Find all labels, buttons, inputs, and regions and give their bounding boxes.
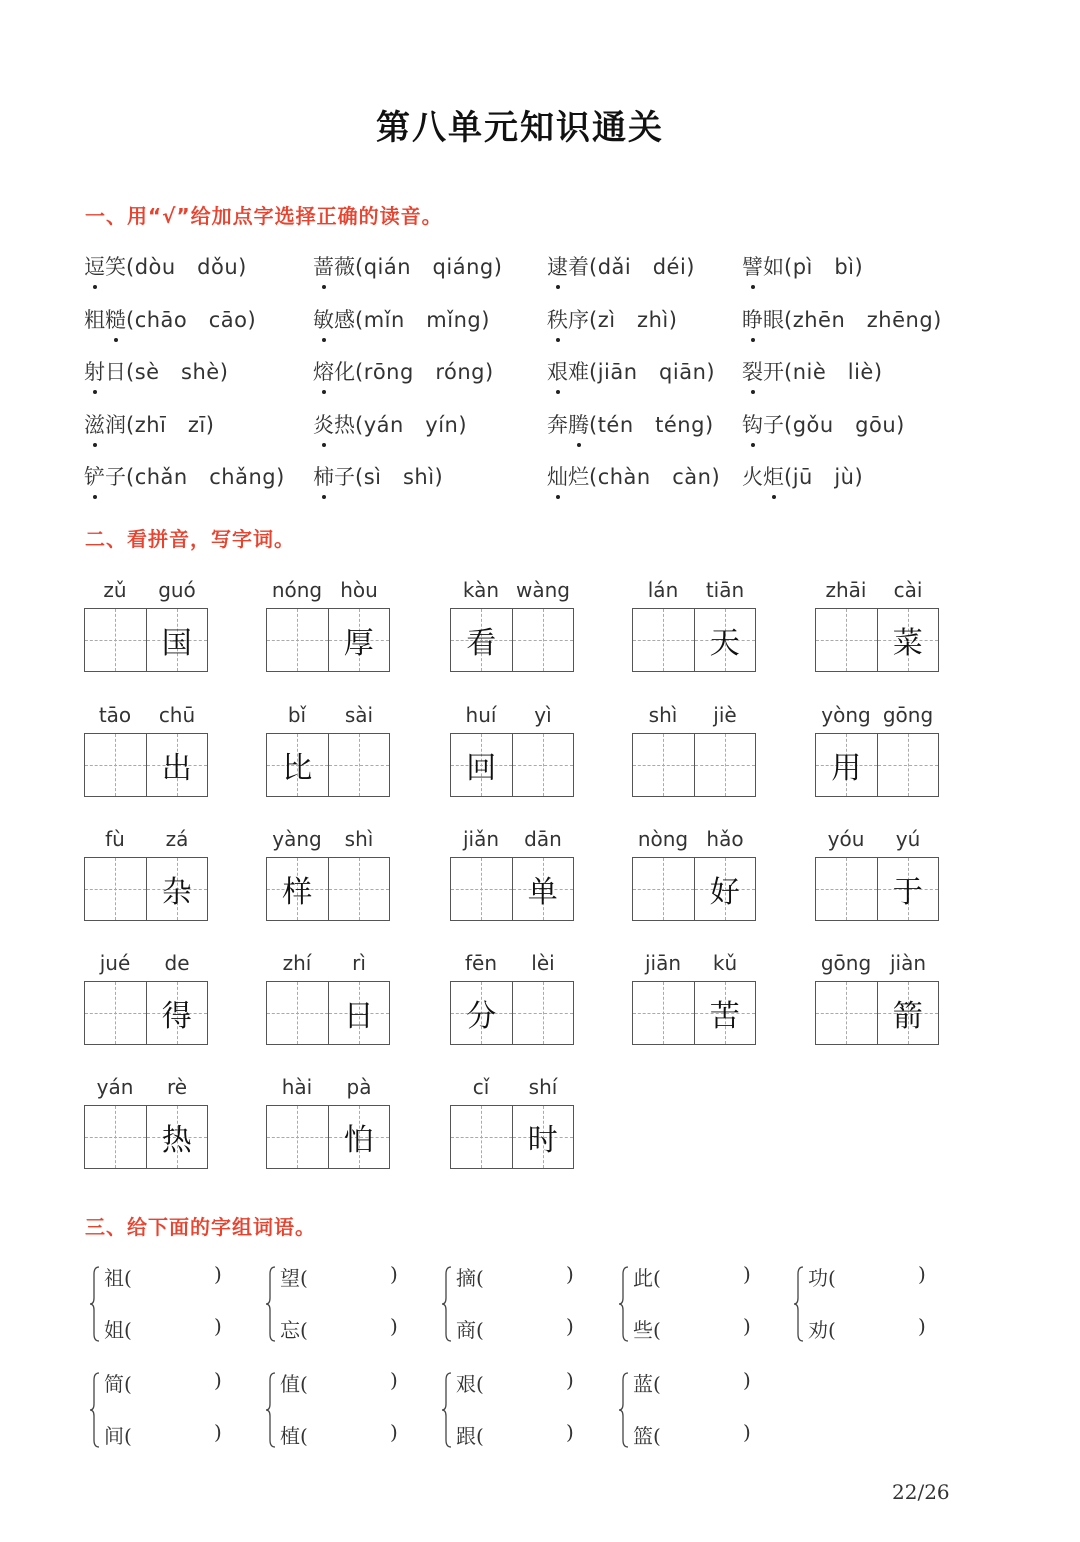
pronunciation-item <box>84 461 285 491</box>
given-character: 分 <box>451 982 512 1044</box>
pinyin-options[interactable]: (niè liè) <box>784 360 883 384</box>
blank-writing-square[interactable] <box>512 734 574 796</box>
pronunciation-item <box>313 304 490 334</box>
left-brace <box>619 1372 629 1448</box>
blank-writing-square[interactable] <box>451 858 512 920</box>
pinyin-label: bǐ sài <box>287 703 374 727</box>
pinyin-options[interactable]: (chāo cāo) <box>126 308 257 332</box>
dotted-word: 蔷薇 <box>313 255 355 279</box>
blank-writing-square[interactable] <box>85 1106 146 1168</box>
pinyin-options[interactable]: (dǎi déi) <box>589 255 696 279</box>
word-blank[interactable]: 此( ) <box>633 1262 751 1290</box>
section2-heading: 二、看拼音，写字词。 <box>85 527 295 551</box>
given-character: 回 <box>451 734 512 796</box>
blank-writing-square[interactable] <box>512 609 574 671</box>
given-character: 天 <box>694 609 756 671</box>
dotted-word: 火炬 <box>742 465 784 489</box>
tianzige-cell <box>450 951 574 1045</box>
blank-writing-square[interactable] <box>267 1106 328 1168</box>
word-blank[interactable]: 植( ) <box>280 1420 398 1448</box>
blank-writing-square[interactable] <box>267 609 328 671</box>
pinyin-options[interactable]: (chǎn chǎng) <box>126 465 285 489</box>
tianzige-cell <box>815 703 939 797</box>
word-blank[interactable]: 简( ) <box>104 1368 222 1396</box>
given-character: 热 <box>146 1106 208 1168</box>
pinyin-options[interactable]: (qián qiáng) <box>355 255 503 279</box>
pinyin-options[interactable]: (chàn càn) <box>589 465 721 489</box>
pinyin-options[interactable]: (jiān qiān) <box>589 360 716 384</box>
pinyin-label: shì jiè <box>648 703 737 727</box>
left-brace <box>90 1266 100 1342</box>
given-character: 看 <box>451 609 512 671</box>
blank-writing-square[interactable] <box>816 609 877 671</box>
blank-writing-square[interactable] <box>512 982 574 1044</box>
page-number: 22/26 <box>892 1480 950 1504</box>
tianzige-cell <box>84 1075 208 1169</box>
pinyin-options[interactable]: (zhī zī) <box>126 413 215 437</box>
left-brace <box>619 1266 629 1342</box>
given-character: 箭 <box>877 982 939 1044</box>
pronunciation-item <box>742 461 863 491</box>
dotted-word: 艰难 <box>547 360 589 384</box>
blank-writing-square[interactable] <box>633 858 694 920</box>
blank-writing-square[interactable] <box>85 982 146 1044</box>
blank-writing-square[interactable] <box>694 734 756 796</box>
pronunciation-item <box>547 409 714 439</box>
tianzige-cell <box>815 827 939 921</box>
left-brace <box>442 1372 452 1448</box>
tianzige-cell <box>84 703 208 797</box>
pinyin-label: nòng hǎo <box>637 827 744 851</box>
tianzige-cell <box>632 827 756 921</box>
pinyin-label: zhāi cài <box>825 578 923 602</box>
dotted-word: 铲子 <box>84 465 126 489</box>
page-title: 第八单元知识通关 <box>376 108 664 148</box>
word-blank[interactable]: 些( ) <box>633 1314 751 1342</box>
given-character: 得 <box>146 982 208 1044</box>
pronunciation-item <box>547 304 677 334</box>
pinyin-label: jiǎn dān <box>462 827 562 851</box>
pinyin-label: fēn lèi <box>464 951 555 975</box>
pronunciation-item <box>742 251 863 281</box>
given-character: 苦 <box>694 982 756 1044</box>
word-group <box>442 1368 592 1458</box>
word-blank[interactable]: 姐( ) <box>104 1314 222 1342</box>
left-brace <box>442 1266 452 1342</box>
word-blank[interactable]: 间( ) <box>104 1420 222 1448</box>
pinyin-options[interactable]: (jū jù) <box>784 465 864 489</box>
pinyin-options[interactable]: (rōng róng) <box>355 360 494 384</box>
given-character: 用 <box>816 734 877 796</box>
pinyin-label: nóng hòu <box>271 578 378 602</box>
dotted-word: 秩序 <box>547 308 589 332</box>
word-blank[interactable]: 篮( ) <box>633 1420 751 1448</box>
word-blank[interactable]: 功( ) <box>808 1262 926 1290</box>
pronunciation-item <box>742 356 883 386</box>
tianzige-cell <box>450 827 574 921</box>
pinyin-label: huí yì <box>465 703 552 727</box>
blank-writing-square[interactable] <box>85 734 146 796</box>
given-character: 样 <box>267 858 328 920</box>
blank-writing-square[interactable] <box>633 982 694 1044</box>
word-blank[interactable]: 艰( ) <box>456 1368 574 1396</box>
word-blank[interactable]: 值( ) <box>280 1368 398 1396</box>
pinyin-label: hài pà <box>281 1075 372 1099</box>
pinyin-options[interactable]: (zì zhì) <box>589 308 678 332</box>
left-brace <box>794 1266 804 1342</box>
word-blank[interactable]: 商( ) <box>456 1314 574 1342</box>
dotted-word: 譬如 <box>742 255 784 279</box>
pinyin-label: yòng gōng <box>821 703 934 727</box>
pronunciation-item <box>742 409 905 439</box>
given-character: 厚 <box>328 609 390 671</box>
pinyin-label: zhí rì <box>282 951 366 975</box>
pinyin-label: jiān kǔ <box>644 951 738 975</box>
word-group <box>619 1262 769 1352</box>
pinyin-options[interactable]: (sì shì) <box>355 465 444 489</box>
given-character: 于 <box>877 858 939 920</box>
pinyin-label: yàng shì <box>272 827 374 851</box>
tianzige-cell <box>450 578 574 672</box>
given-character: 好 <box>694 858 756 920</box>
pinyin-options[interactable]: (dòu dǒu) <box>126 255 247 279</box>
given-character: 比 <box>267 734 328 796</box>
dotted-word: 灿烂 <box>547 465 589 489</box>
blank-writing-square[interactable] <box>267 982 328 1044</box>
pronunciation-item <box>84 356 228 386</box>
word-group <box>442 1262 592 1352</box>
pinyin-label: yán rè <box>96 1075 188 1099</box>
section3-heading: 三、给下面的字组词语。 <box>85 1215 316 1239</box>
tianzige-cell <box>84 827 208 921</box>
given-character: 国 <box>146 609 208 671</box>
dotted-word: 逮着 <box>547 255 589 279</box>
word-group <box>90 1368 240 1458</box>
word-blank[interactable]: 祖( ) <box>104 1262 222 1290</box>
dotted-word: 睁眼 <box>742 308 784 332</box>
pronunciation-item <box>84 304 256 334</box>
pronunciation-item <box>84 409 214 439</box>
tianzige-cell <box>450 703 574 797</box>
dotted-word: 滋润 <box>84 413 126 437</box>
tianzige-cell <box>84 578 208 672</box>
blank-writing-square[interactable] <box>877 734 939 796</box>
blank-writing-square[interactable] <box>328 734 390 796</box>
given-character: 菜 <box>877 609 939 671</box>
pinyin-options[interactable]: (mǐn mǐng) <box>355 308 490 332</box>
word-group <box>90 1262 240 1352</box>
tianzige-cell <box>815 951 939 1045</box>
given-character: 单 <box>512 858 574 920</box>
word-blank[interactable]: 跟( ) <box>456 1420 574 1448</box>
tianzige-cell <box>266 827 390 921</box>
left-brace <box>266 1266 276 1342</box>
tianzige-cell <box>815 578 939 672</box>
word-blank[interactable]: 劝( ) <box>808 1314 926 1342</box>
dotted-word: 粗糙 <box>84 308 126 332</box>
tianzige-cell <box>266 703 390 797</box>
pronunciation-item <box>742 304 942 334</box>
pinyin-options[interactable]: (yán yín) <box>355 413 468 437</box>
dotted-word: 钩子 <box>742 413 784 437</box>
given-character: 日 <box>328 982 390 1044</box>
pronunciation-item <box>547 461 720 491</box>
given-character: 杂 <box>146 858 208 920</box>
blank-writing-square[interactable] <box>816 858 877 920</box>
pinyin-options[interactable]: (tén téng) <box>589 413 714 437</box>
pinyin-options[interactable]: (zhēn zhēng) <box>784 308 942 332</box>
pinyin-label: lán tiān <box>647 578 745 602</box>
tianzige-cell <box>266 578 390 672</box>
dotted-word: 射日 <box>84 360 126 384</box>
blank-writing-square[interactable] <box>451 1106 512 1168</box>
given-character: 出 <box>146 734 208 796</box>
blank-writing-square[interactable] <box>633 609 694 671</box>
left-brace <box>266 1372 276 1448</box>
tianzige-cell <box>266 951 390 1045</box>
tianzige-cell <box>450 1075 574 1169</box>
word-group <box>794 1262 944 1352</box>
pronunciation-item <box>313 409 467 439</box>
pinyin-label: cǐ shí <box>472 1075 558 1099</box>
tianzige-cell <box>84 951 208 1045</box>
pronunciation-item <box>313 251 502 281</box>
tianzige-cell <box>266 1075 390 1169</box>
pinyin-label: kàn wàng <box>462 578 570 602</box>
word-blank[interactable]: 望( ) <box>280 1262 398 1290</box>
pinyin-label: zǔ guó <box>103 578 196 602</box>
word-group <box>266 1262 416 1352</box>
dotted-word: 敏感 <box>313 308 355 332</box>
dotted-word: 柿子 <box>313 465 355 489</box>
blank-writing-square[interactable] <box>85 858 146 920</box>
given-character: 怕 <box>328 1106 390 1168</box>
pronunciation-item <box>313 461 443 491</box>
pinyin-options[interactable]: (sè shè) <box>126 360 229 384</box>
dotted-word: 熔化 <box>313 360 355 384</box>
section1-heading: 一、用“√”给加点字选择正确的读音。 <box>85 204 443 228</box>
blank-writing-square[interactable] <box>633 734 694 796</box>
tianzige-cell <box>632 703 756 797</box>
pinyin-label: jué de <box>99 951 190 975</box>
pronunciation-item <box>84 251 247 281</box>
tianzige-cell <box>632 578 756 672</box>
left-brace <box>90 1372 100 1448</box>
word-blank[interactable]: 摘( ) <box>456 1262 574 1290</box>
pronunciation-item <box>547 356 715 386</box>
dotted-word: 裂开 <box>742 360 784 384</box>
pinyin-label: gōng jiàn <box>820 951 927 975</box>
dotted-word: 炎热 <box>313 413 355 437</box>
dotted-word: 奔腾 <box>547 413 589 437</box>
blank-writing-square[interactable] <box>328 858 390 920</box>
tianzige-cell <box>632 951 756 1045</box>
blank-writing-square[interactable] <box>85 609 146 671</box>
word-blank[interactable]: 忘( ) <box>280 1314 398 1342</box>
dotted-word: 逗笑 <box>84 255 126 279</box>
word-blank[interactable]: 蓝( ) <box>633 1368 751 1396</box>
pinyin-label: fù zá <box>105 827 189 851</box>
word-group <box>266 1368 416 1458</box>
blank-writing-square[interactable] <box>816 982 877 1044</box>
pinyin-options[interactable]: (pì bì) <box>784 255 864 279</box>
pronunciation-item <box>313 356 494 386</box>
given-character: 时 <box>512 1106 574 1168</box>
pinyin-label: yóu yú <box>827 827 921 851</box>
pronunciation-item <box>547 251 695 281</box>
word-group <box>619 1368 769 1458</box>
pinyin-options[interactable]: (gǒu gōu) <box>784 413 905 437</box>
pinyin-label: tāo chū <box>98 703 196 727</box>
